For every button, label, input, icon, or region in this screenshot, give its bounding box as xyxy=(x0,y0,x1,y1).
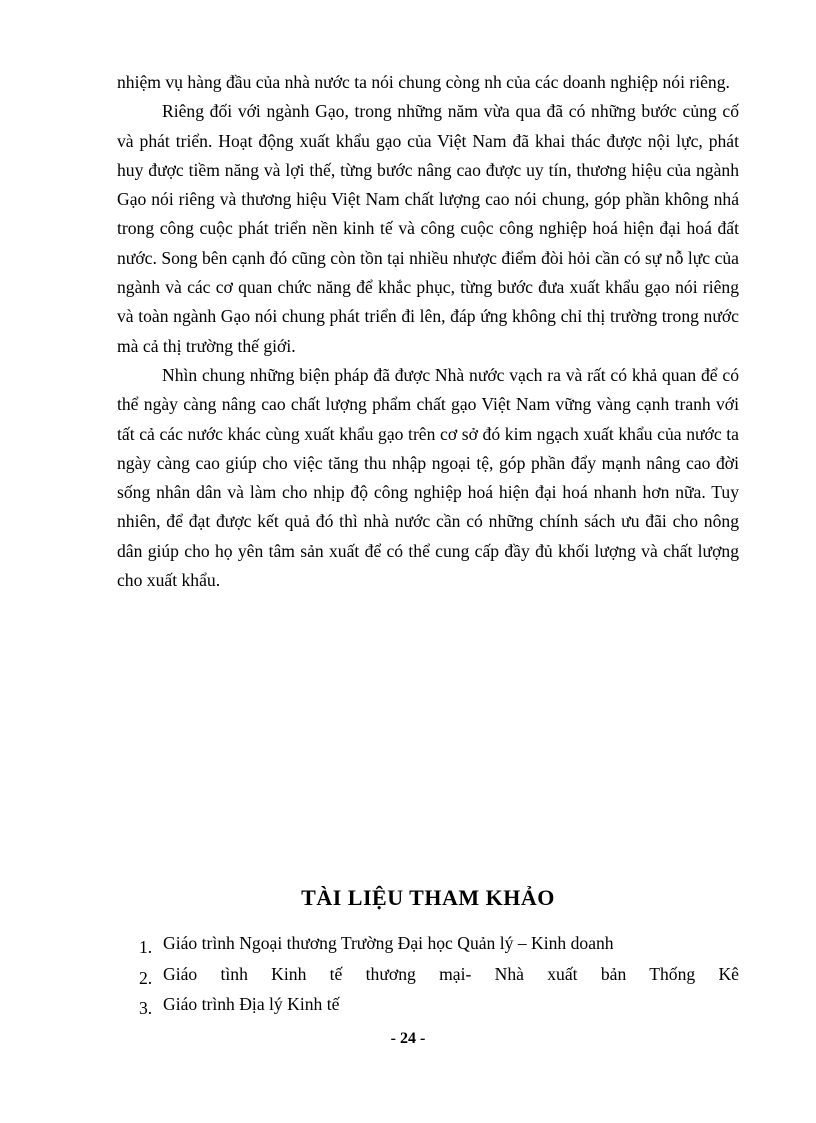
reference-text: Giáo trình Ngoại thương Trường Đại học Quản lý – Kinh doanh xyxy=(163,933,614,953)
reference-text: Giáo trình Địa lý Kinh tế xyxy=(163,994,340,1014)
reference-item xyxy=(139,928,739,959)
paragraph-state-measures: Nhìn chung những biện pháp đã được Nhà nước vạch ra và rất có khả quan để có thể ngày càng nâng cao chất lượng phẩm chất gạo Việt Nam vững vàng cạnh tranh với tất cả các nước khác cùng xuất khẩu gạo trên cơ sở đó kim ngạch xuất khẩu của nước ta ngày càng cao giúp cho việc tăng thu nhập ngoại tệ, góp phần đẩy mạnh nâng cao đời sống nhân dân và làm cho nhịp độ công nghiệp hoá hiện đại hoá nhanh hơn nữa. Tuy nhiên, để đạt được kết quả đó thì nhà nước cần có những chính sách ưu đãi cho nông dân giúp cho họ yên tâm sản xuất để có thể cung cấp đầy đủ khối lượng và chất lượng cho xuất khẩu. xyxy=(117,364,739,591)
references-list xyxy=(139,928,739,1020)
page-number: - 24 - xyxy=(390,1030,426,1047)
body-text xyxy=(117,68,739,595)
references-heading: TÀI LIỆU THAM KHẢO xyxy=(301,885,555,910)
reference-item xyxy=(139,959,739,990)
paragraph-rice-industry: Riêng đối với ngành Gạo, trong những năm vừa qua đã có những bước củng cố và phát triển. Hoạt động xuất khẩu gạo của Việt Nam đã khai thác được nội lực, phát huy được tiềm năng và lợi thế, từng bước nâng cao được uy tín, thương hiệu của ngành Gạo nói riêng và thương hiệu Việt Nam chất lượng cao nói chung, góp phần không nhá trong công cuộc phát triển nền kinh tế và công cuộc công nghiệp hoá hiện đại hoá đất nước. Song bên cạnh đó cũng còn tồn tại nhiều nhược điểm đòi hỏi cần có sự nỗ lực của ngành và các cơ quan chức năng để khắc phục, từng bước đưa xuất khẩu gạo nói riêng và toàn ngành Gạo nói chung phát triển đi lên, đáp ứng không chỉ thị trường trong nước mà cả thị trường thế giới. xyxy=(117,101,739,356)
reference-item xyxy=(139,989,739,1020)
reference-number: 2. xyxy=(139,967,153,988)
reference-text: Giáo tình Kinh tế thương mại- Nhà xuất bản Thống Kê xyxy=(163,963,739,984)
reference-number: 3. xyxy=(139,998,153,1018)
paragraph-continuation: nhiệm vụ hàng đầu của nhà nước ta nói chung còng nh của các doanh nghiệp nói riêng. xyxy=(117,72,730,92)
reference-number: 1. xyxy=(139,937,153,957)
